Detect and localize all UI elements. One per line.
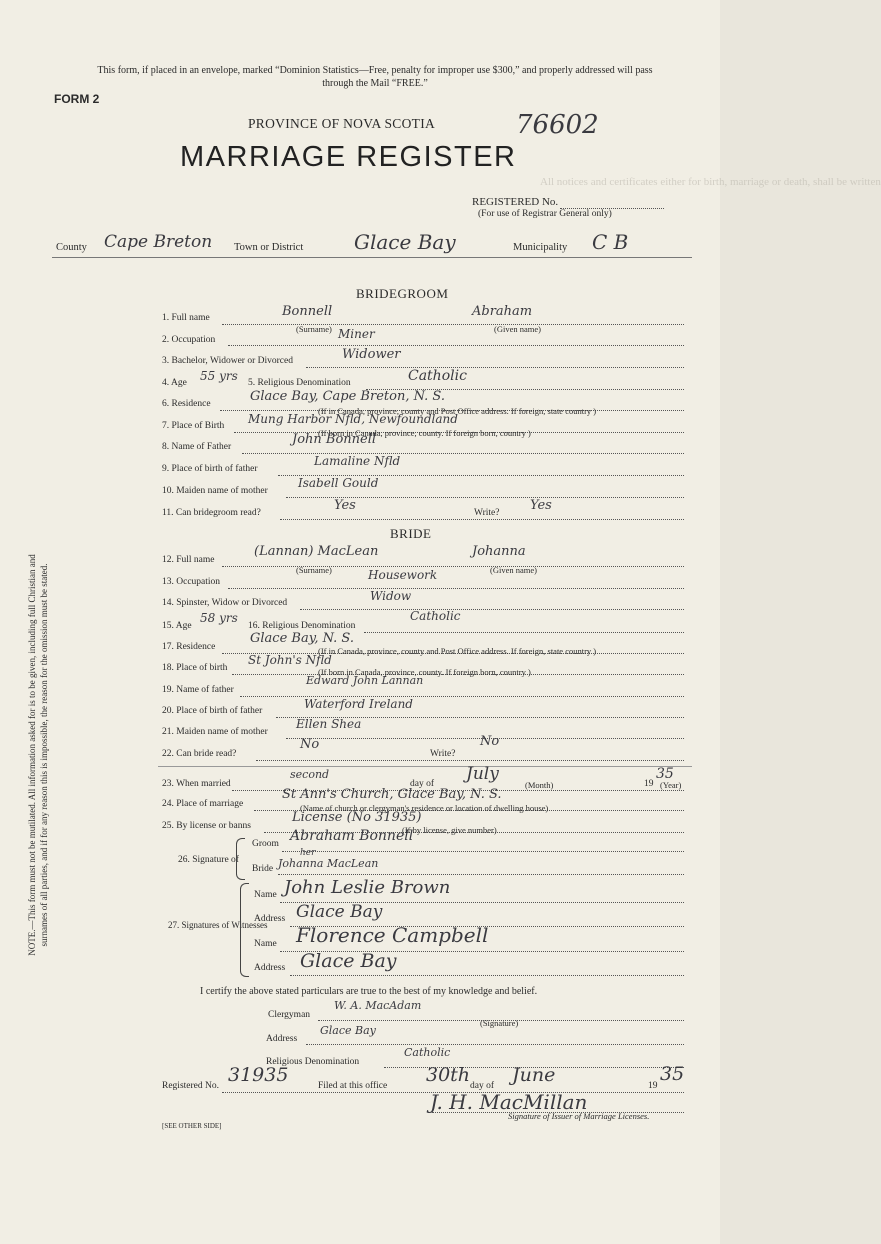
town-label: Town or District (234, 242, 304, 253)
county-value: Cape Breton (104, 232, 213, 252)
birth-sub: (If born in Canada, province, county. If foreign born, country ) (318, 428, 531, 438)
filed-day-of-label: day of (470, 1081, 495, 1091)
bride-status: Widow (370, 589, 412, 603)
bride-sig-line (278, 874, 684, 875)
clergy-religion-label: Religious Denomination (266, 1057, 360, 1067)
bride-mother: Ellen Shea (296, 717, 362, 731)
clergy-address: Glace Bay (320, 1024, 376, 1037)
witness2-name: Florence Campbell (296, 923, 489, 947)
bride-sig-label: Bride (252, 864, 274, 874)
county-rule (52, 257, 692, 258)
license-sub: (If by license, give number) (402, 825, 497, 835)
groom-full-name-label: 1. Full name (162, 313, 210, 323)
groom-read: Yes (334, 498, 356, 513)
license-value: License (No 31935) (292, 810, 422, 825)
registered-no-label: REGISTERED No. (472, 196, 559, 208)
filed-year: 35 (660, 1063, 685, 1085)
place-of-marriage: St Ann's Church, Glace Bay, N. S. (282, 787, 502, 802)
province-heading: PROVINCE OF NOVA SCOTIA (248, 116, 436, 131)
day-of-label: day of (410, 779, 435, 789)
groom-father-birth: Lamaline Nfld (314, 454, 401, 468)
town-value: Glace Bay (354, 230, 456, 254)
bride-full-name-label: 12. Full name (162, 555, 215, 565)
bride-read-line (256, 760, 684, 761)
witness1-name: John Leslie Brown (284, 877, 451, 898)
groom-signature: Abraham Bonnell (290, 828, 414, 844)
bride-surname: (Lannan) MacLean (254, 544, 379, 559)
bride-birth-sub: (If born in Canada, province, county. If foreign born, country ) (318, 667, 531, 677)
page-title: MARRIAGE REGISTER (180, 141, 517, 173)
bride-status-line (300, 609, 684, 610)
bride-birth: St John's Nfld (248, 653, 332, 667)
license-label: 25. By license or banns (162, 821, 251, 831)
groom-religion: Catholic (408, 368, 467, 384)
groom-mother: Isabell Gould (298, 476, 379, 490)
w2-name-label: Name (254, 939, 277, 949)
groom-name-line (222, 324, 684, 325)
groom-age: 55 yrs (200, 369, 238, 383)
bride-occupation-label: 13. Occupation (162, 577, 221, 587)
groom-occupation-label: 2. Occupation (162, 335, 216, 345)
bride-given-sub: (Given name) (490, 565, 537, 575)
filed-label: Filed at this office (318, 1081, 388, 1091)
groom-residence: Glace Bay, Cape Breton, N. S. (250, 389, 445, 404)
stamp-number: 76602 (516, 110, 599, 140)
groom-sig-label: Groom (252, 839, 279, 849)
groom-age-label: 4. Age (162, 378, 187, 388)
bride-heading: BRIDE (390, 526, 432, 541)
certification-statement: I certify the above stated particulars are true to the best of my knowledge and belief. (200, 986, 538, 997)
w1-address-label: Address (254, 914, 286, 924)
bride-read-label: 22. Can bride read? (162, 749, 237, 759)
groom-given-name: Abraham (472, 304, 533, 319)
bride-age: 58 yrs (200, 611, 238, 625)
witness1-address: Glace Bay (296, 902, 383, 922)
groom-father-birth-label: 9. Place of birth of father (162, 464, 258, 474)
bride-mother-label: 21. Maiden name of mother (162, 727, 268, 737)
groom-write-label: Write? (474, 508, 500, 518)
clergy-religion: Catholic (404, 1046, 451, 1059)
bride-birth-label: 18. Place of birth (162, 663, 228, 673)
day-value: second (290, 768, 330, 781)
bride-father-birth: Waterford Ireland (304, 697, 413, 711)
clergyman-label: Clergyman (268, 1010, 311, 1020)
bride-father-birth-label: 20. Place of birth of father (162, 706, 263, 716)
issuer-signature: J. H. MacMillan (430, 1090, 588, 1114)
groom-birth: Mung Harbor Nfld, Newfoundland (248, 412, 458, 426)
bride-occupation-line (228, 588, 684, 589)
month-sub: (Month) (525, 780, 554, 790)
bride-religion-label: 16. Religious Denomination (248, 621, 356, 631)
margin-note: NOTE.—This form must not be mutilated. All information asked for is to be given, including full Christian and surnames of all parties, and if for any reason this is impossible, the reason for the omission must be stated. (27, 554, 49, 956)
groom-residence-label: 6. Residence (162, 399, 211, 409)
bride-father-label: 19. Name of father (162, 685, 234, 695)
groom-status: Widower (342, 347, 401, 362)
groom-status-label: 3. Bachelor, Widower or Divorced (162, 356, 293, 366)
witness-label-no: 27. Signatures of Witnesses (168, 920, 268, 930)
municipality-value: C B (592, 230, 629, 254)
bride-given-name: Johanna (472, 544, 526, 559)
bride-age-label: 15. Age (162, 621, 192, 631)
when-married-label: 23. When married (162, 779, 231, 789)
groom-sig-line (282, 851, 684, 852)
bride-residence-sub: (If in Canada, province, county and Post Office address. If foreign, state country ) (318, 646, 597, 656)
w1-name-label: Name (254, 890, 277, 900)
filed-day: 30th (426, 1064, 471, 1086)
clergy-address-label: Address (266, 1034, 298, 1044)
section-rule (158, 766, 692, 767)
registrar-note: (For use of Registrar General only) (478, 209, 612, 219)
bride-signature: Johanna MacLean (278, 857, 379, 870)
year-sub: (Year) (660, 780, 682, 790)
bleed-through-text: All notices and certificates either for birth, marriage or death, shall be written (540, 176, 881, 188)
signature-sub: (Signature) (480, 1018, 519, 1028)
witness2-address: Glace Bay (300, 950, 397, 972)
given-sub: (Given name) (494, 324, 541, 334)
bride-mark: her (300, 848, 316, 858)
groom-father-label: 8. Name of Father (162, 442, 232, 452)
groom-surname: Bonnell (282, 304, 333, 319)
bride-residence: Glace Bay, N. S. (250, 631, 354, 646)
witness-bracket (240, 883, 249, 977)
w2-address-label: Address (254, 963, 286, 973)
see-other-side: [SEE OTHER SIDE] (162, 1122, 222, 1130)
bride-surname-sub: (Surname) (296, 565, 332, 575)
issuer-sub: Signature of Issuer of Marriage Licenses. (508, 1111, 650, 1121)
signature-of-label: 26. Signature of (178, 855, 239, 865)
bride-occupation: Housework (368, 568, 438, 582)
county-label: County (56, 242, 87, 253)
clergy-address-line (306, 1044, 684, 1045)
groom-read-label: 11. Can bridegroom read? (162, 508, 261, 518)
bridegroom-heading: BRIDEGROOM (356, 286, 449, 301)
registered-no-footer-label: Registered No. (162, 1081, 219, 1091)
bride-name-line (222, 566, 684, 567)
residence-sub: (If in Canada, province, county and Post Office address. If foreign, state country ) (318, 406, 597, 416)
bride-religion: Catholic (410, 609, 461, 623)
bride-status-label: 14. Spinster, Widow or Divorced (162, 598, 288, 608)
year-prefix: 19 (644, 779, 654, 789)
bride-write-label: Write? (430, 749, 456, 759)
postal-notice: This form, if placed in an envelope, marked “Dominion Statistics—Free, penalty for improper use $300,” and properly addressed will pass through the Mail “FREE.” (97, 65, 653, 89)
form-number: FORM 2 (54, 92, 100, 106)
filed-year-prefix: 19 (648, 1081, 658, 1091)
groom-occupation: Miner (338, 327, 375, 341)
registered-no-value: 31935 (228, 1064, 289, 1086)
groom-father: John Bonnell (292, 432, 377, 447)
month-value: July (466, 764, 499, 784)
place-sub: (Name of church or clergyman's residence or location of dwelling house) (300, 803, 549, 813)
bride-write: No (480, 734, 500, 749)
place-of-marriage-label: 24. Place of marriage (162, 799, 244, 809)
groom-father-line (242, 453, 684, 454)
bride-residence-label: 17. Residence (162, 642, 216, 652)
signature-bracket (236, 838, 245, 880)
w2-address-line (290, 975, 684, 976)
clergyman-signature: W. A. MacAdam (334, 999, 422, 1012)
groom-read-line (280, 519, 684, 520)
groom-religion-label: 5. Religious Denomination (248, 378, 351, 388)
groom-status-line (306, 367, 684, 368)
groom-write: Yes (530, 498, 552, 513)
groom-birth-label: 7. Place of Birth (162, 421, 225, 431)
bride-age-line (364, 632, 684, 633)
surname-sub: (Surname) (296, 324, 332, 334)
groom-occupation-line (228, 345, 684, 346)
year-value: 35 (656, 766, 674, 782)
municipality-label: Municipality (513, 242, 568, 253)
bride-father: Edward John Lannan (306, 674, 424, 687)
bride-read: No (300, 737, 320, 752)
groom-mother-label: 10. Maiden name of mother (162, 486, 268, 496)
filed-month: June (512, 1064, 556, 1086)
